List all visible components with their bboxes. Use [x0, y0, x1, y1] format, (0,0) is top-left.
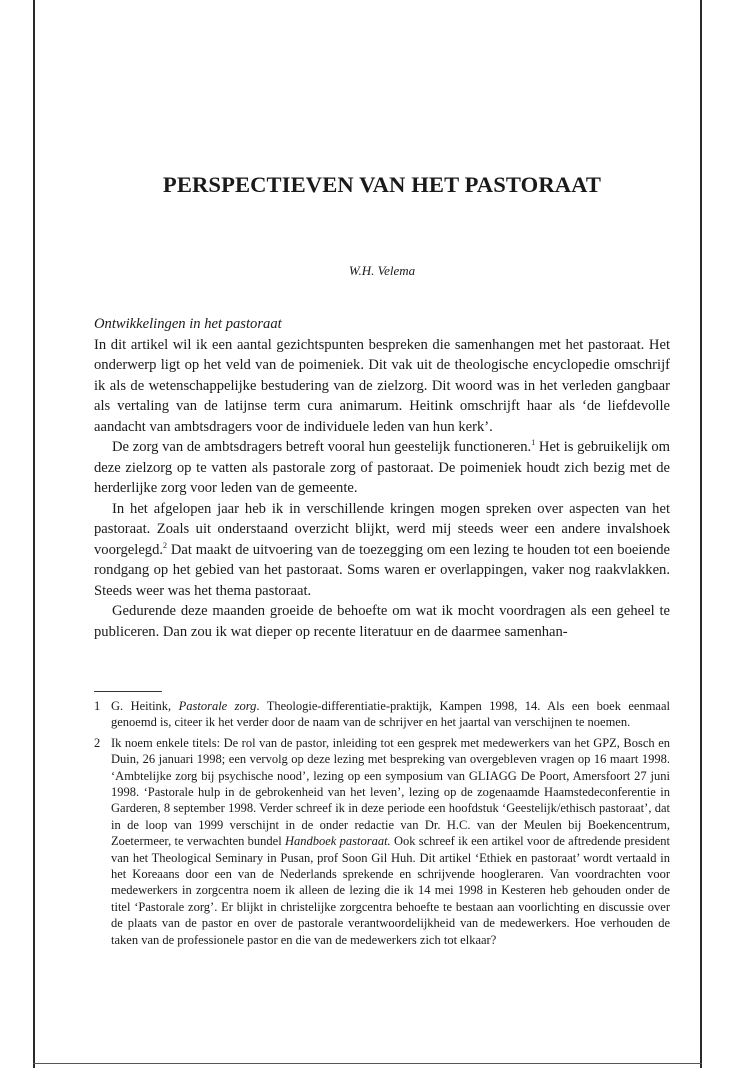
scan-border-right: [700, 0, 702, 1068]
footnote-text: [111, 698, 670, 731]
footnote-text: [111, 735, 670, 948]
footnote-number: 2: [94, 735, 101, 750]
footnote-text-b: Ook schreef ik een artikel voor de aftredende president van het Theological Seminary in Pusan, prof Soon Gil Huh. Dit artikel ‘Ethiek en pastoraat’ wordt vertaald in het Koreaans door een van de Nederlands sprekende en schrijvende hoogleraren. Van voordrachten voor medewerkers in zorgcentra noem ik alleen de lezing die ik 14 mei 1998 in Kesteren heb gehouden onder de titel ‘Pastorale zorg’. Er blijkt in christelijke zorgcentra behoefte te bestaan aan voorlichting en discussie over de plaats van de pastor en over de pastorale verantwoordelijkheid van de medewerkers. Hoe verhouden de taken van de professionele pastor en die van de medewerkers zich tot elkaar?: [111, 834, 670, 947]
footnote-number: 1: [94, 699, 101, 713]
footnote-text-a: Ik noem enkele titels: De rol van de pastor, inleiding tot een gesprek met medewerkers van het GPZ, Bosch en Duin, 26 januari 1998; een vervolg op deze lezing met bespreking van overgebleven vragen op 16 maart 1998. ‘Ambtelijke zorg bij psychische nood’, lezing op een symposium van GLIAGG De Poort, Amersfoort 27 juni 1998. ‘Pastorale hulp in de gebrokenheid van het leven’, lezing op de zogenaamde Haamstedeconferentie in Garderen, 8 september 1998. Verder schreef ik in deze periode een hoofdstuk ‘Geestelijk/ethisch pastoraat’, dat in de loop van 1999 verschijnt in de onder redactie van Dr. H.C. van der Meulen bij Boekencentrum, Zoetermeer, te verwachten bundel: [111, 735, 670, 849]
paragraph-2: [94, 437, 670, 499]
footnote-text-b: . Theologie-differentiatie-praktijk, Kampen 1998, 14. Als een boek eenmaal genoemd is, citeer ik het verder door de naam van de schrijver en het jaartal van verschijnen te noemen.: [111, 699, 671, 730]
paragraph-1: In dit artikel wil ik een aantal gezichtspunten bespreken die samenhangen met het pastoraat. Het onderwerp ligt op het veld van de poimeniek. Dit vak uit de theologische encyclopedie omschrijf ik als de wetenschappelijke bestudering van de zielzorg. Dit woord was in het verleden gangbaar als vertaling van de latijnse term cura animarum. Heitink omschrijft haar als ‘de liefdevolle aandacht van ambtsdragers voor de individuele leden van hun kerk’.: [94, 336, 670, 435]
footnote-1: [94, 698, 670, 731]
footnote-text-a: G. Heitink,: [111, 699, 179, 713]
paragraph-4: Gedurende deze maanden groeide de behoefte om wat ik mocht voordragen als een geheel te publiceren. Dan zou ik wat dieper op recente literatuur en de daarmee samenhan-: [94, 603, 670, 640]
footnote-book-title: Pastorale zorg: [178, 699, 257, 713]
paragraph-3-text-b: Dat maakt de uitvoering van de toezegging om een lezing te houden tot een boeiende rondgang op het gebied van het pastoraat. Soms waren er overlappingen, vaker nog raakvlakken. Steeds weer was het thema pastoraat.: [94, 541, 670, 599]
footnotes: [94, 698, 670, 952]
paragraph-3-text-a: In het afgelopen jaar heb ik in verschillende kringen mogen spreken over aspecten van het pastoraat. Zoals uit onderstaand overzicht blijkt, werd mij steeds weer een andere invalshoek voorgelegd.: [94, 500, 670, 558]
paragraph-3: [94, 499, 670, 602]
article-body: [94, 314, 670, 642]
section-heading: Ontwikkelingen in het pastoraat: [94, 316, 282, 332]
article-title: PERSPECTIEVEN VAN HET PASTORAAT: [162, 172, 602, 197]
paragraph-2-text-a: De zorg van de ambtsdragers betreft vooral hun geestelijk functioneren.: [112, 439, 532, 455]
paragraph-2-text-b: Het is gebruikelijk om deze zielzorg op te vatten als pastorale zorg of pastoraat. De poimeniek houdt zich bezig met de herderlijke zorg voor leden van de gemeente.: [94, 439, 670, 496]
footnote-book-title: Handboek pastoraat.: [284, 834, 391, 849]
footnote-ref-2[interactable]: 2: [163, 540, 168, 550]
footnote-2: [94, 735, 670, 948]
author-name: W.H. Velema: [348, 263, 416, 278]
scan-border-bottom: [33, 1063, 702, 1064]
footnote-divider: [94, 691, 162, 692]
footnote-ref-1[interactable]: 1: [531, 438, 536, 448]
scan-border-left: [33, 0, 35, 1068]
